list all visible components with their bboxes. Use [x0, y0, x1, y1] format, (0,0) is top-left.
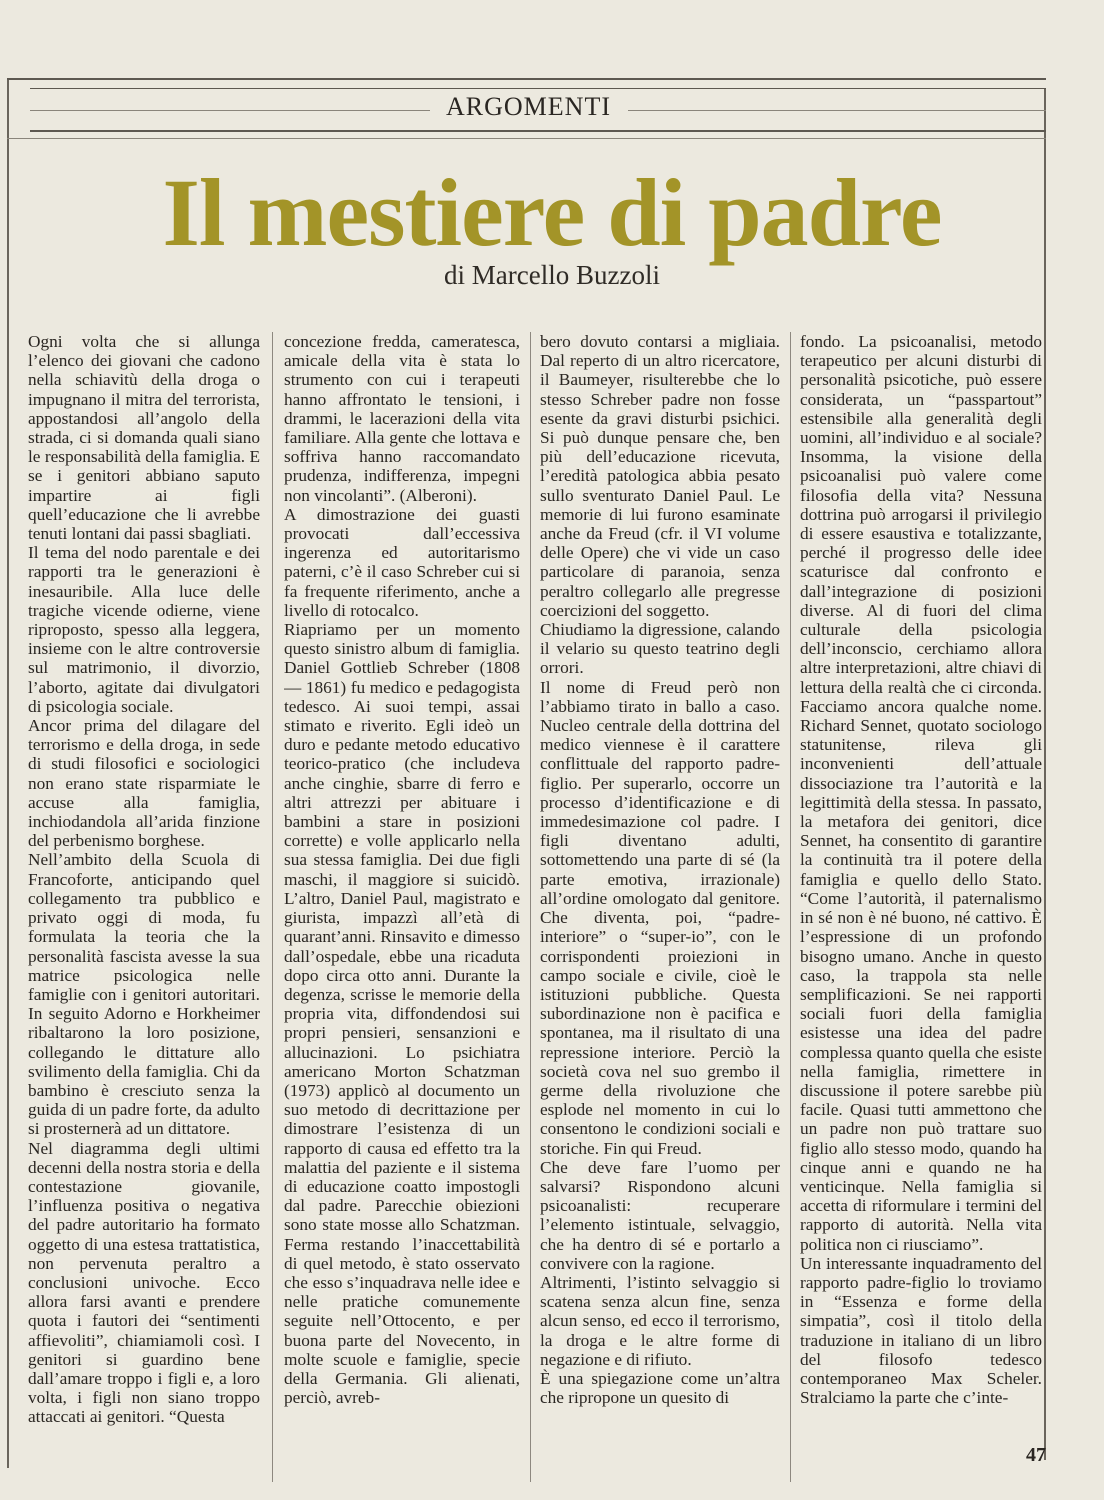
column-divider — [272, 332, 273, 1482]
paragraph: Altrimenti, l’istinto selvaggio si scatena senza alcun fine, senza alcun senso, ed ecco il terrorismo, la droga e le altre forme di negazione e di rifiuto. — [540, 1272, 780, 1369]
paragraph: È una spiegazione come un’altra che ripropone un quesito di — [540, 1368, 780, 1408]
paragraph: Nel diagramma degli ultimi decenni della nostra storia e della contestazione giovanile, l’influenza positiva o negativa del padre autoritario ha formato oggetto di una estesa trattatistica, non pervenuta peraltro a conclusioni univoche. Ecco allora farsi avanti e prendere quota i fautori dei “sentimenti affievoliti”, chiamiamoli così. I genitori si guardino bene dall’amare troppo i figli e, a loro volta, i figli non siano troppo attaccati ai genitori. “Questa — [28, 1138, 260, 1427]
text-column-2 — [284, 332, 520, 1492]
header-rule-under — [7, 138, 1046, 139]
article-byline: di Marcello Buzzoli — [444, 260, 660, 290]
section-rule-left — [30, 110, 430, 111]
section-rule-right — [628, 110, 1046, 111]
paragraph: Ogni volta che si allunga l’elenco dei giovani che cadono nella schiavitù della droga o impugnano il mitra del terrorista, appostandosi all’angolo della strada, ci si domanda quali siano le responsabilità della famiglia. E se i genitori abbiano saputo impartire ai figli quell’educazione che li avrebbe tenuti lontani dai passi sbagliati. — [28, 332, 260, 544]
page-number: 47 — [1026, 1444, 1046, 1466]
paragraph: Chiudiamo la digressione, calando il velario su questo teatrino degli orrori. — [540, 620, 780, 678]
paragraph: Riapriamo per un momento questo sinistro album di famiglia. Daniel Gottlieb Schreber (1808 — 1861) fu medico e pedagogista tedesco. Ai suoi tempi, assai stimato e riverito. Egli ideò un duro e pedante metodo educativo teorico-pratico (che includeva anche cinghie, sbarre di ferro e altri attrezzi per abituare i bambini a stare in posizioni corrette) e volle applicarlo nella sua stessa famiglia. Dei due figli maschi, il maggiore si suicidò. L’altro, Daniel Paul, magistrato e giurista, impazzì all’età di quarant’anni. Rinsavito e dimesso dall’ospedale, ebbe una ricaduta dopo circa otto anni. Durante la degenza, scrisse le memorie della propria vita, diffondendosi sui propri pensieri, sensanzioni e allucinazioni. Lo psichiatra americano Morton Schatzman (1973) applicò al documento un suo metodo di decrittazione per dimostrare l’esistenza di un rapporto di causa ed effetto tra la malattia del paziente e il sistema di educazione coatto impostogli dal padre. Parecchie obiezioni sono state mosse allo Schatzman. Ferma restando l’inaccettabilità di quel metodo, è stato osservato che esso s’inquadrava nelle idee e nelle pratiche comunemente seguite nell’Ottocento, e per buona parte del Novecento, in molte scuole e famiglie, specie della Germania. Gli alienati, perciò, avreb- — [284, 620, 520, 1408]
right-frame-rule — [1044, 88, 1046, 1460]
text-column-1 — [28, 332, 260, 1492]
header-rule-top — [7, 78, 1046, 80]
article-title: Il mestiere di padre — [162, 159, 942, 266]
header-rule-bottom — [30, 130, 1046, 132]
paragraph: Un interessante inquadramento del rapporto padre-figlio lo troviamo in “Essenza e forme della simpatia”, così il titolo della traduzione in italiano di un libro del filosofo tedesco contemporaneo Max Scheler. Stralciamo la parte che c’inte- — [800, 1253, 1042, 1408]
text-column-4 — [800, 332, 1042, 1492]
paragraph: Il nome di Freud però non l’abbiamo tirato in ballo a caso. Nucleo centrale della dottrina del medico viennese è il carattere conflittuale del rapporto padre-figlio. Per superarlo, occorre un processo d’identificazione e di immedesimazione col padre. I figli diventano adulti, sottomettendo una parte di sé (la parte emotiva, irrazionale) all’ordine omologato dal genitore. Che diventa, poi, “padre-interiore” o “super-io”, con le corrispondenti proiezioni in campo sociale e civile, cioè le istituzioni pubbliche. Questa subordinazione non è pacifica e spontanea, ma il risultato di una repressione interiore. Perciò la società cova nel suo grembo il germe della rivoluzione che esplode nel momento in cui lo consentono le condizioni sociali e storiche. Fin qui Freud. — [540, 677, 780, 1158]
paragraph: Che deve fare l’uomo per salvarsi? Rispondono alcuni psicoanalisti: recuperare l’elemento istintuale, selvaggio, che ha dentro di sé e portarlo a convivere con la ragione. — [540, 1157, 780, 1273]
paragraph: fondo. La psicoanalisi, metodo terapeutico per alcuni disturbi di personalità psicotiche, può essere considerata, un “passpartout” estensibile alla generalità degli uomini, all’individuo e al sociale? Insomma, la visione della psicoanalisi può valere come filosofia della vita? Nessuna dottrina può arrogarsi il privilegio di essere esaustiva e totalizzante, perché il progresso delle idee scaturisce dal confronto e dall’integrazione di posizioni diverse. Al di fuori del clima culturale della psicologia dell’inconscio, cerchiamo allora altre interpretazioni, altre chiavi di lettura della realtà che ci circonda. Facciamo ancora qualche nome. Richard Sennet, quotato sociologo statunitense, rileva gli inconvenienti dell’attuale dissociazione tra l’autorità e la legittimità della stessa. In passato, la metafora dei genitori, dice Sennet, ha consentito di garantire la continuità tra il potere della famiglia e quello dello Stato. “Come l’autorità, il paternalismo in sé non è né buono, né cattivo. È l’espressione di un profondo bisogno umano. Anche in questo caso, la trappola sta nelle semplificazioni. Se nei rapporti sociali fuori della famiglia esistesse una idea del padre complessa quanto quella che esiste nella famiglia, rimettere in discussione il potere sarebbe più facile. Quasi tutti ammettono che un padre non può trattare suo figlio allo stesso modo, quando ha cinque anni e quando ne ha venticinque. Nella famiglia si accetta di riformulare i termini del rapporto di autorità. Nella vita politica non ci riusciamo”. — [800, 332, 1042, 1254]
text-column-3 — [540, 332, 780, 1492]
paragraph: concezione fredda, cameratesca, amicale della vita è stata lo strumento con cui i terapeuti hanno affrontato le tensioni, i drammi, le lacerazioni della vita familiare. Alla gente che lottava e soffriva hanno raccomandato prudenza, indifferenza, impegni non vincolanti”. (Alberoni). — [284, 332, 520, 505]
paragraph: A dimostrazione dei guasti provocati dall’eccessiva ingerenza ed autoritarismo paterni, c’è il caso Schreber cui si fa frequente riferimento, anche a livello di rotocalco. — [284, 504, 520, 620]
column-divider — [790, 332, 791, 1482]
paragraph: Ancor prima del dilagare del terrorismo e della droga, in sede di studi filosofici e sociologici non erano state risparmiate le accuse alla famiglia, inchiodandola all’arida finzione del perbenismo borghese. — [28, 716, 260, 851]
paragraph: Il tema del nodo parentale e dei rapporti tra le generazioni è inesauribile. Alla luce delle tragiche vicende odierne, viene riproposto, spesso alla leggera, insieme con le altre controversie sul matrimonio, il divorzio, l’aborto, agitate dai divulgatori di psicologia sociale. — [28, 543, 260, 716]
header-rule-second — [30, 88, 1046, 89]
column-divider — [530, 332, 531, 1482]
section-label: ARGOMENTI — [446, 92, 611, 121]
paragraph: bero dovuto contarsi a migliaia. Dal reperto di un altro ricercatore, il Baumeyer, risulterebbe che lo stesso Schreber padre non fosse esente da gravi disturbi psichici. Si può dunque pensare che, ben più dell’educazione ricevuta, l’eredità patologica abbia pesato sullo sventurato Daniel Paul. Le memorie di lui furono esaminate anche da Freud (cfr. il VI volume delle Opere) che vi vide un caso particolare di paranoia, senza peraltro collegarlo alle pregresse coercizioni del soggetto. — [540, 332, 780, 620]
paragraph: Nell’ambito della Scuola di Francoforte, anticipando quel collegamento tra pubblico e privato oggi di moda, fu formulata la teoria che la personalità fascista avesse la sua matrice psicologica nelle famiglie con i genitori autoritari. In seguito Adorno e Horkheimer ribaltarono la loro posizione, collegando le dittature allo svilimento della famiglia. Chi da bambino è cresciuto senza la guida di un padre forte, da adulto si prosternerà ad un dittatore. — [28, 850, 260, 1139]
